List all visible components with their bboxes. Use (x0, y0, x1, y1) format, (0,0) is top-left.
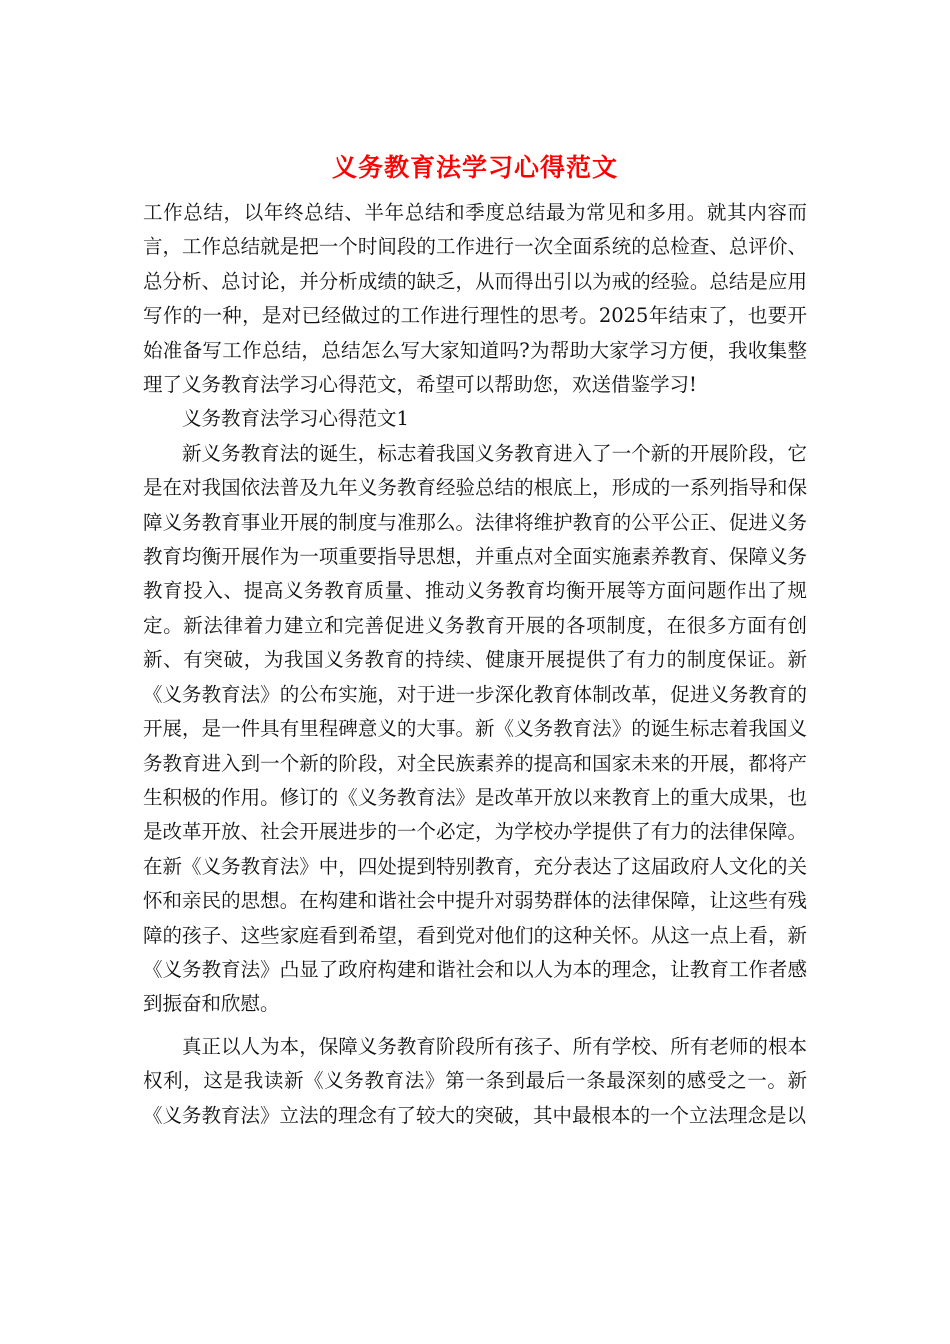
body-paragraph-2: 真正以人为本，保障义务教育阶段所有孩子、所有学校、所有老师的根本权利，这是我读新《义务教育法》第一条到最后一条最深刻的感受之一。新《义务教育法》立法的理念有了较大的突破，其中最根本的一个立法理念是以 (143, 1034, 807, 1127)
body-paragraph-1: 新义务教育法的诞生，标志着我国义务教育进入了一个新的开展阶段，它是在对我国依法普及九年义务教育经验总结的根底上，形成的一系列指导和保障义务教育事业开展的制度与准那么。法律将维护教育的公平公正、促进义务教育均衡开展作为一项重要指导思想，并重点对全面实施素养教育、保障义务教育投入、提高义务教育质量、推动义务教育均衡开展等方面问题作出了规定。新法律着力建立和完善促进义务教育开展的各项制度，在很多方面有创新、有突破，为我国义务教育的持续、健康开展提供了有力的制度保证。新《义务教育法》的公布实施，对于进一步深化教育体制改革，促进义务教育的开展，是一件具有里程碑意义的大事。新《义务教育法》的诞生标志着我国义务教育进入到一个新的阶段，对全民族素养的提高和国家未来的开展，都将产生积极的作用。修订的《义务教育法》是改革开放以来教育上的重大成果，也是改革开放、社会开展进步的一个必定，为学校办学提供了有力的法律保障。在新《义务教育法》中，四处提到特别教育，充分表达了这届政府人文化的关怀和亲民的思想。在构建和谐社会中提升对弱势群体的法律保障，让这些有残障的孩子、这些家庭看到希望，看到党对他们的这种关怀。从这一点上看，新《义务教育法》凸显了政府构建和谐社会和以人为本的理念，让教育工作者感到振奋和欣慰。 (143, 441, 807, 1016)
intro-paragraph: 工作总结，以年终总结、半年总结和季度总结最为常见和多用。就其内容而言，工作总结就是把一个时间段的工作进行一次全面系统的总检查、总评价、总分析、总讨论，并分析成绩的缺乏，从而得出引以为戒的经验。总结是应用写作的一种，是对已经做过的工作进行理性的思考。2025年结束了，也要开始准备写工作总结，总结怎么写大家知道吗?为帮助大家学习方便，我收集整理了义务教育法学习心得范文，希望可以帮助您，欢送借鉴学习! (143, 201, 807, 397)
document-title: 义务教育法学习心得范文 (331, 153, 618, 182)
section-heading: 义务教育法学习心得范文1 (182, 407, 409, 431)
document-body (143, 196, 807, 1133)
